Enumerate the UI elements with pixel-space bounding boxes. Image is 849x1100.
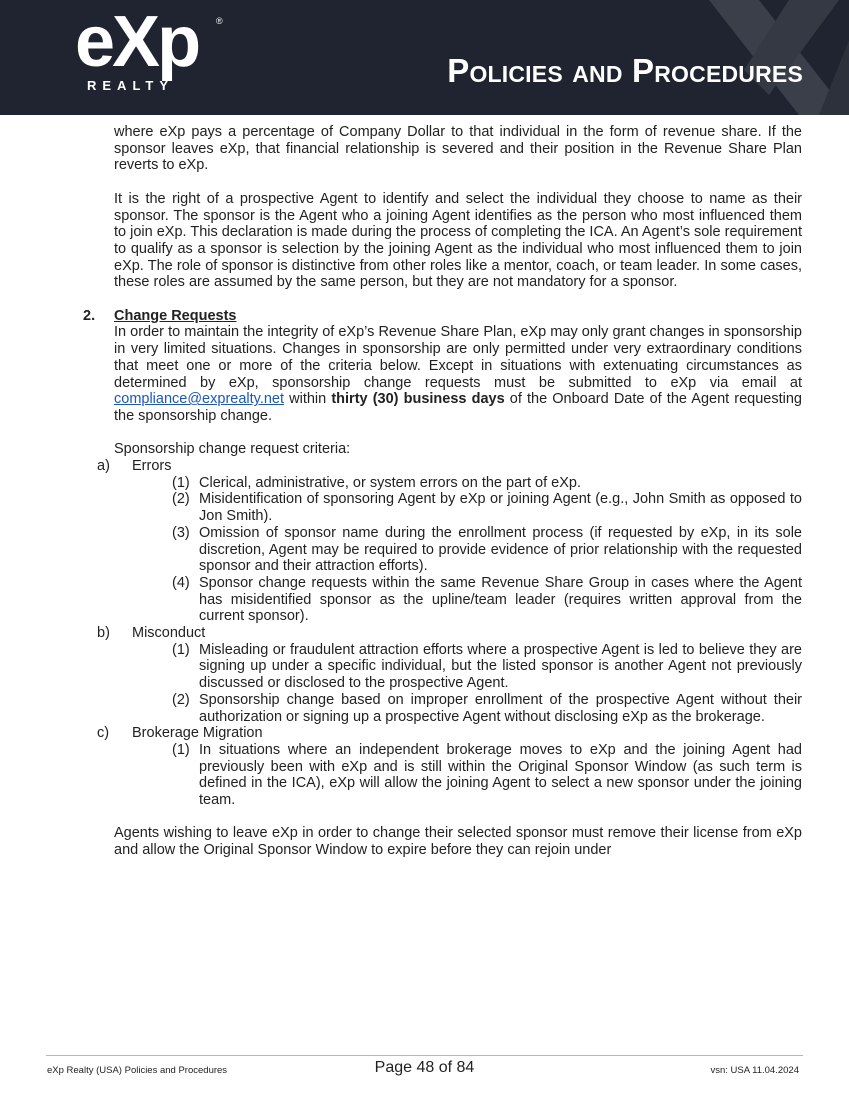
section-body-mid: within (289, 391, 327, 408)
intro-paragraph-1: where eXp pays a percentage of Company Dollar to that individual in the form of revenue share. If the sponsor leaves eXp, that financial relationship is severed and their position in the Revenue Share Plan reverts to eXp. (114, 124, 802, 174)
exp-realty-logo (75, 2, 225, 98)
list-item-number: (2) (172, 691, 190, 708)
criteria-label: Errors (132, 458, 172, 475)
document-body (83, 124, 802, 859)
list-item-text: Omission of sponsor name during the enrollment process (if requested by eXp, in its sole discretion, Agent may be required to provide evidence of prior relationship with the requested sponsor and their attraction efforts). (199, 524, 802, 575)
criteria-letter: a) (97, 458, 110, 475)
list-item (172, 524, 802, 575)
criteria-intro: Sponsorship change request criteria: (114, 441, 351, 458)
footer-divider (46, 1055, 803, 1056)
intro-paragraph-2: It is the right of a prospective Agent to identify and select the individual they choose to name as their sponsor. The sponsor is the Agent who a joining Agent identifies as the person who most influenced them to join eXp. This declaration is made during the process of completing the ICA. An Agent’s sole requirement to qualify as a sponsor is selection by the joining Agent as the individual who most influenced them to join eXp. The role of sponsor is distinctive from other roles like a mentor, coach, or team leader. In some cases, these roles are assumed by the same person, but they are not mandatory for a sponsor. (114, 190, 802, 291)
footer-version: vsn: USA 11.04.2024 (710, 1065, 799, 1076)
compliance-email-link[interactable]: compliance@exprealty.net (114, 391, 285, 408)
list-item-text: In situations where an independent brokerage moves to eXp and the joining Agent had previously been with eXp and is still within the Original Sponsor Window (as such term is defined in the ICA), eXp will allow the joining Agent to select a new sponsor under the joining team. (199, 741, 802, 809)
list-item-number: (1) (172, 474, 190, 491)
section-heading (83, 307, 802, 325)
criteria-heading (97, 458, 802, 475)
criteria-heading (97, 625, 802, 642)
criteria-label: Misconduct (132, 625, 206, 642)
list-item (172, 691, 802, 725)
list-item-number: (2) (172, 491, 190, 508)
list-item-text: Sponsor change requests within the same Revenue Share Group in cases where the Agent has misidentified sponsor as the upline/team leader (requires written approval from the current sponsor). (199, 574, 802, 625)
list-item-number: (3) (172, 524, 190, 541)
list-item (172, 491, 802, 525)
list-item-text: Misidentification of sponsoring Agent by eXp or joining Agent (e.g., John Smith as opposed to Jon Smith). (199, 491, 802, 525)
page-number: Page 48 of 84 (374, 1059, 475, 1076)
list-item-number: (1) (172, 741, 190, 758)
list-item-number: (1) (172, 641, 190, 658)
footer-document-name: eXp Realty (USA) Policies and Procedures (47, 1065, 228, 1076)
section-title: Change Requests (114, 307, 237, 324)
list-item-text: Clerical, administrative, or system errors on the part of eXp. (199, 474, 581, 491)
logo-text: eXp (75, 2, 199, 82)
page-header (0, 0, 849, 115)
registered-mark: ® (216, 16, 223, 26)
section-number: 2. (83, 307, 96, 324)
deadline-bold: thirty (30) business days (331, 391, 505, 408)
list-item-text: Sponsorship change based on improper enrollment of the prospective Agent without their authorization or signing up a prospective Agent without disclosing eXp as the brokerage. (199, 691, 802, 725)
list-item (172, 574, 802, 625)
closing-paragraph: Agents wishing to leave eXp in order to change their selected sponsor must remove their license from eXp and allow the Original Sponsor Window to expire before they can rejoin under (114, 825, 802, 859)
criteria-label: Brokerage Migration (132, 725, 263, 742)
logo-subtext: REALTY (87, 78, 175, 93)
section-paragraph (114, 324, 802, 424)
list-item (172, 741, 802, 809)
section-body-before: In order to maintain the integrity of eXp’s Revenue Share Plan, eXp may only grant changes in sponsorship in very limited situations. Changes in sponsorship are only permitted under very extraordinary conditions that meet one or more of the criteria below. Except in situations with extenuating circumstances as determined by eXp, sponsorship change requests must be submitted to eXp via email at (114, 324, 802, 391)
section-body-after: of the Onboard Date of the Agent requesting the sponsorship change. (114, 391, 802, 424)
criteria-heading (97, 725, 802, 742)
list-item (172, 474, 802, 492)
page-title: Policies and Procedures (447, 52, 803, 89)
criteria-letter: b) (97, 625, 110, 642)
list-item (172, 641, 802, 692)
criteria-letter: c) (97, 725, 110, 742)
list-item-text: Misleading or fraudulent attraction efforts where a prospective Agent is led to believe they are signing up under a specific individual, but the listed sponsor is another Agent not previously discussed or disclosed to the prospective Agent. (199, 641, 802, 692)
list-item-number: (4) (172, 574, 190, 591)
